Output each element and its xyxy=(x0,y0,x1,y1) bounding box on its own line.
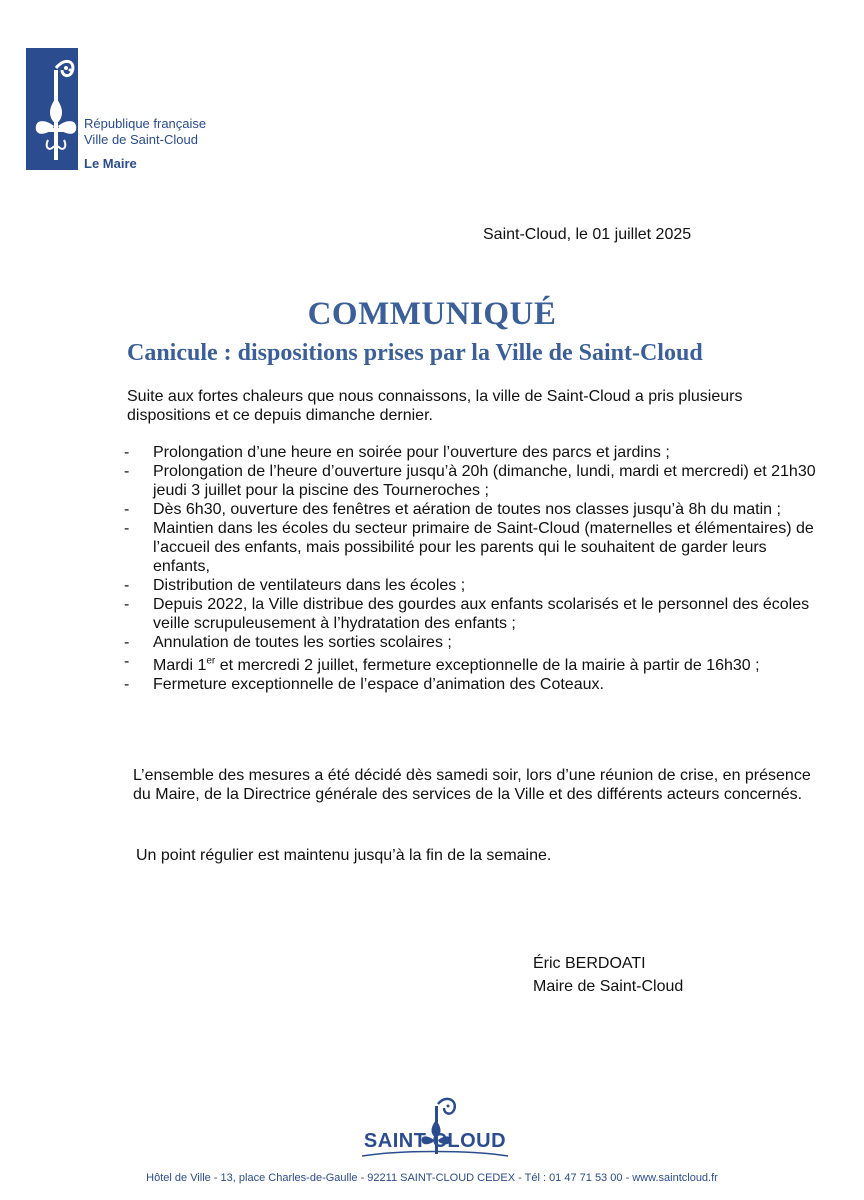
list-dash: - xyxy=(124,577,130,594)
list-item-text: Distribution de ventilateurs dans les écoles ; xyxy=(153,577,466,594)
list-item-text xyxy=(153,657,760,674)
list-item xyxy=(124,633,824,652)
list-dash: - xyxy=(124,501,130,518)
list-item-text: Maintien dans les écoles du secteur primaire de Saint-Cloud (maternelles et élémentaires) de l’accueil des enfants, mais possibilité pour les parents qui le souhaitent de garder leurs enfants, xyxy=(153,520,814,575)
signature-block xyxy=(533,952,683,998)
list-item-text: Depuis 2022, la Ville distribue des gourdes aux enfants scolarisés et le personnel des écoles veille scrupuleusement à l’hydratation des enfants ; xyxy=(153,596,810,632)
header-block xyxy=(84,116,206,172)
header-ville: Ville de Saint-Cloud xyxy=(84,132,198,147)
list-item xyxy=(124,675,824,694)
measures-list xyxy=(124,443,824,694)
decision-paragraph: L’ensemble des mesures a été décidé dès samedi soir, lors d’une réunion de crise, en présence du Maire, de la Directrice générale des services de la Ville et des différents acteurs concernés. xyxy=(133,767,811,803)
list-item-text: Dès 6h30, ouverture des fenêtres et aération de toutes nos classes jusqu’à 8h du matin ; xyxy=(153,501,781,518)
list-item-superscript: er xyxy=(206,656,216,667)
list-dash: - xyxy=(124,596,130,613)
city-emblem-logo xyxy=(26,48,78,170)
footer-address: Hôtel de Ville - 13, place Charles-de-Gaulle - 92211 SAINT-CLOUD CEDEX - Tél : 01 47 71 53 00 - www.saintcloud.fr xyxy=(146,1172,718,1184)
list-dash: - xyxy=(124,444,130,461)
list-dash: - xyxy=(124,676,130,694)
list-item-text-a: Mardi 1 xyxy=(153,657,207,675)
list-item-text: Prolongation d’une heure en soirée pour l’ouverture des parcs et jardins ; xyxy=(153,444,670,461)
list-item-text-b: et mercredi 2 juillet, fermeture exceptionnelle de la mairie à partir de 16h30 ; xyxy=(215,657,760,675)
header-le-maire: Le Maire xyxy=(84,156,137,171)
list-dash: - xyxy=(124,463,130,480)
list-item xyxy=(124,576,824,595)
list-item xyxy=(124,519,824,576)
list-dash: - xyxy=(124,653,130,670)
page-title: COMMUNIQUÉ xyxy=(307,296,557,332)
list-dash: - xyxy=(124,634,130,651)
list-item xyxy=(124,652,824,675)
document-date: Saint-Cloud, le 01 juillet 2025 xyxy=(483,226,692,243)
list-item-text: Prolongation de l’heure d’ouverture jusqu’à 20h (dimanche, lundi, mardi et mercredi) et 21h30 jeudi 3 juillet pour la piscine des Tourneroches ; xyxy=(153,463,816,499)
list-item-text: Annulation de toutes les sorties scolaires ; xyxy=(153,634,452,651)
list-item xyxy=(124,443,824,462)
list-item xyxy=(124,500,824,519)
header-republique: République française xyxy=(84,116,207,131)
list-item xyxy=(124,595,824,633)
list-dash: - xyxy=(124,520,130,537)
footer-logo-text: SAINT CLOUD xyxy=(363,1130,507,1152)
list-item-text: Fermeture exceptionnelle de l’espace d’animation des Coteaux. xyxy=(153,676,604,694)
saint-cloud-footer-logo xyxy=(360,1094,510,1164)
list-item xyxy=(124,462,824,500)
intro-paragraph: Suite aux fortes chaleurs que nous connaissons, la ville de Saint-Cloud a pris plusieurs dispositions et ce depuis dimanche dernier. xyxy=(127,388,743,424)
page-subtitle: Canicule : dispositions prises par la Ville de Saint-Cloud xyxy=(127,340,703,366)
followup-paragraph: Un point régulier est maintenu jusqu’à la fin de la semaine. xyxy=(136,847,552,864)
signature-role: Maire de Saint-Cloud xyxy=(533,978,684,995)
signature-name: Éric BERDOATI xyxy=(533,955,646,972)
